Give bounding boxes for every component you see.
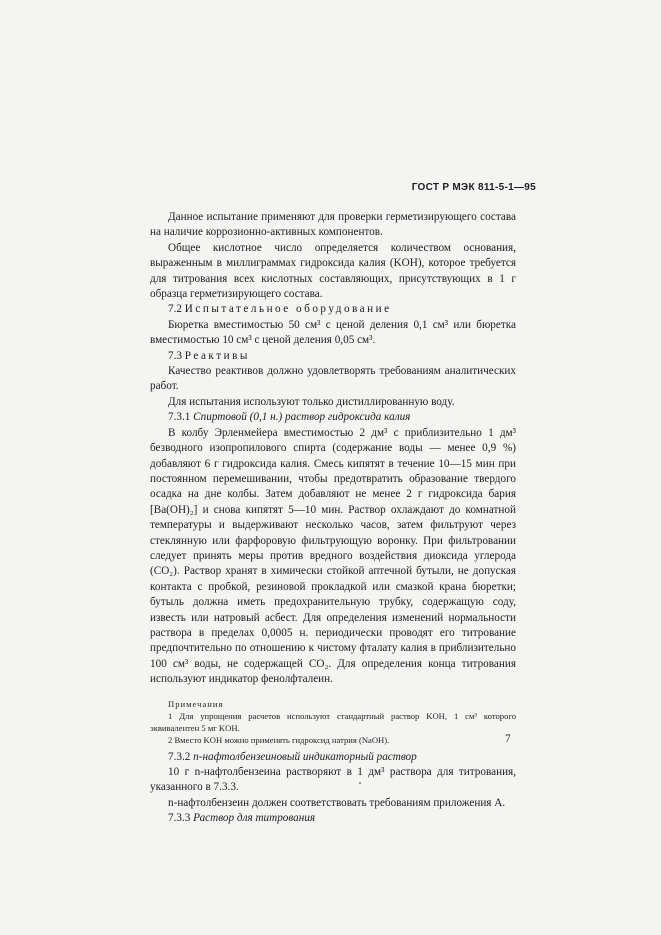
subsection-heading bbox=[150, 750, 516, 765]
section-number: 7.3.3 bbox=[168, 812, 191, 825]
note-item: 1 Для упрощения расчетов используют стандартный раствор KOH, 1 см³ которого эквивалентен 5 мг KOH. bbox=[150, 710, 516, 733]
section-number: 7.2 bbox=[168, 303, 182, 316]
section-title: Реактивы bbox=[184, 349, 250, 362]
scan-speck bbox=[359, 782, 361, 784]
subsection-heading bbox=[150, 811, 516, 826]
paragraph: Данное испытание применяют для проверки герметизирующего состава на наличие коррозионно-активных компонентов. bbox=[150, 211, 516, 239]
paragraph: Бюретка вместимостью 50 см³ с ценой деления 0,1 см³ или бюретка вместимостью 10 см³ с ценой деления 0,05 см³. bbox=[150, 318, 516, 347]
page-number: 7 bbox=[505, 733, 511, 745]
section-number: 7.3 bbox=[168, 349, 182, 362]
paragraph: 10 г n-нафтолбензеина растворяют в 1 дм³ раствора для титрования, указанного в 7.3.3. bbox=[150, 766, 516, 794]
paragraph: n-нафтолбензеин должен соответствовать требованиям приложения А. bbox=[168, 796, 506, 809]
section-title: Раствор для титрования bbox=[193, 812, 316, 825]
section-title: Спиртовой (0,1 н.) раствор гидроксида калия bbox=[193, 411, 411, 424]
document-body bbox=[150, 210, 516, 827]
section-number: 7.3.2 bbox=[168, 750, 191, 763]
notes-title: Примечания bbox=[168, 698, 224, 709]
paragraph: В колбу Эрленмейера вместимостью 2 дм³ с приблизительно 1 дм³ безводного изопропилового спирта (содержание воды — менее 0,9 %) добавляют 6 г гидроксида калия. Смесь кипятят в течение 10—15 мин при постоянном перемешивании, чтобы предотвратить образование твердого осадка на дне колбы. Затем добавляют не менее 2 г гидроксида бария [Ba(OH)₂] и снова кипятят 5—10 мин. Раствор охлаждают до комнатной температуры и выдерживают несколько часов, затем фильтруют через стеклянную или фарфоровую фильтрующую воронку. При фильтровании следует принять меры против вредного воздействия диоксида углерода (CO₂). Раствор хранят в химически стойкой аптечной бутыли, не допуская контакта с пробкой, резиновой прокладкой или смазкой крана бюретки; бутыль должна иметь предохранительную трубку, содержащую соду, известь или натровый асбест. Для определения изменений нормальности раствора в пределах 0,0005 н. периодически проводят его титрование предпочтительно по отношению к чистому фталату калия в приблизительно 100 см³ воды, не содержащей CO₂. Для определения конца титрования используют индикатор фенолфталеин. bbox=[150, 426, 516, 686]
section-heading bbox=[150, 349, 516, 364]
paragraph: Общее кислотное число определяется количеством основания, выраженным в миллиграммах гидроксида калия (KOH), которое требуется для титрования всех кислотных составляющих, присутствующих в 1 г образца герметизирующего состава. bbox=[150, 241, 516, 301]
section-title: Испытательное оборудование bbox=[184, 303, 392, 316]
notes-block bbox=[150, 698, 516, 746]
subsection-heading bbox=[150, 410, 516, 425]
paragraph: Для испытания используют только дистиллированную воду. bbox=[168, 395, 455, 408]
standard-code-header: ГОСТ Р МЭК 811-5-1—95 bbox=[411, 182, 536, 193]
paragraph: Качество реактивов должно удовлетворять требованиям аналитических работ. bbox=[150, 365, 516, 393]
section-title: n-нафтолбензеиновый индикаторный раствор bbox=[193, 750, 417, 763]
section-heading bbox=[150, 302, 516, 317]
section-number: 7.3.1 bbox=[168, 411, 191, 424]
note-item: 2 Вместо KOH можно применять гидроксид натрия (NaOH). bbox=[168, 734, 390, 745]
